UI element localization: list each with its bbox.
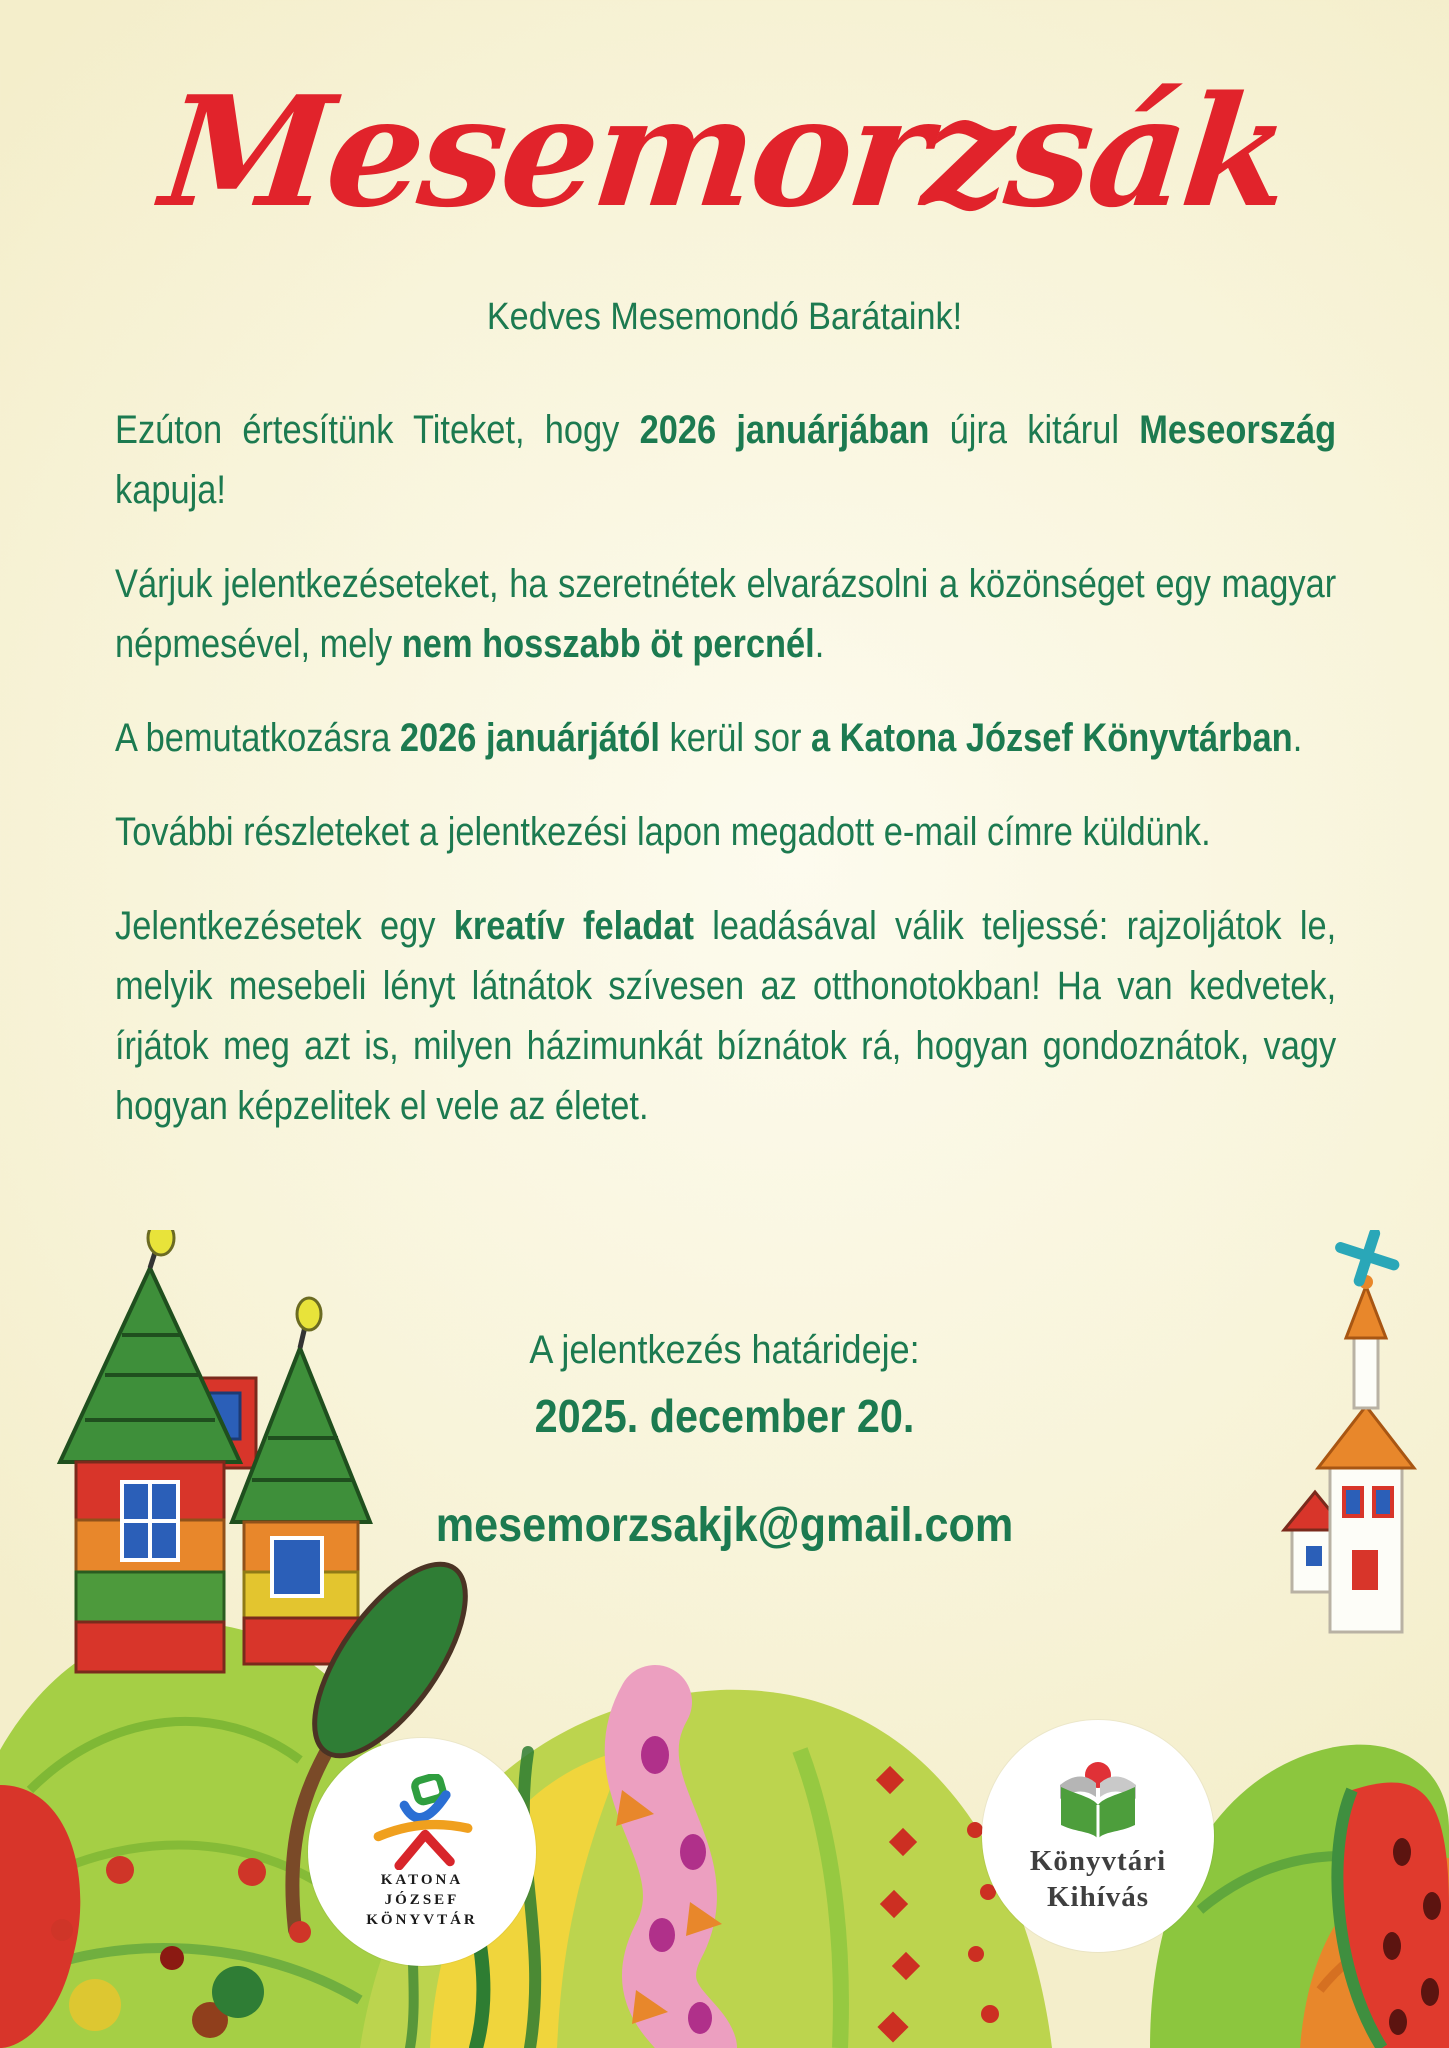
konyvtari-kihivas-logo bbox=[982, 1720, 1214, 1952]
crayon-illustration bbox=[0, 1230, 1449, 2048]
katona-library-mark-icon bbox=[370, 1774, 474, 1870]
katona-logo-line: KÖNYVTÁR bbox=[366, 1912, 478, 1929]
paragraph: További részleteket a jelentkezési lapon megadott e-mail címre küldünk. bbox=[115, 810, 1211, 854]
kihivas-logo-line: Kihívás bbox=[1046, 1881, 1150, 1913]
paragraph: A bemutatkozásra 2026 januárjától kerül sor a Katona József Könyvtárban. bbox=[115, 716, 1303, 760]
deadline-date: 2025. december 20. bbox=[534, 1390, 915, 1442]
katona-logo-line: JÓZSEF bbox=[384, 1891, 460, 1908]
greeting-line: Kedves Mesemondó Barátaink! bbox=[486, 296, 963, 338]
body-paragraphs bbox=[115, 400, 1336, 1170]
paragraph: Várjuk jelentkezéseteket, ha szeretnétek elvarázsolni a közönséget egy magyar népmesével, mely nem hosszabb öt percnél. bbox=[115, 562, 1337, 666]
open-book-icon bbox=[1048, 1757, 1148, 1843]
page-title: Mesemorzsák bbox=[154, 62, 1295, 241]
deadline-label: A jelentkezés határideje: bbox=[529, 1328, 920, 1372]
katona-logo-line: KATONA bbox=[380, 1871, 464, 1888]
paragraph: Ezúton értesítünk Titeket, hogy 2026 januárjában újra kitárul Meseország kapuja! bbox=[115, 408, 1337, 512]
katona-jozsef-konyvtar-logo bbox=[308, 1738, 536, 1966]
kihivas-logo-text bbox=[1030, 1843, 1166, 1916]
kihivas-logo-line: Könyvtári bbox=[1029, 1844, 1167, 1877]
contact-email[interactable]: mesemorzsakjk@gmail.com bbox=[435, 1499, 1014, 1552]
katona-logo-text bbox=[366, 1870, 478, 1931]
paragraph: Jelentkezésetek egy kreatív feladat leadásával válik teljessé: rajzoljátok le, melyik mesebeli lényt látnátok szívesen az otthonotokban! Ha van kedvetek, írjátok meg azt is, milyen házimunkát bíznátok rá, hogyan gondoznátok, vagy hogyan képzelitek el vele az életet. bbox=[115, 904, 1337, 1128]
